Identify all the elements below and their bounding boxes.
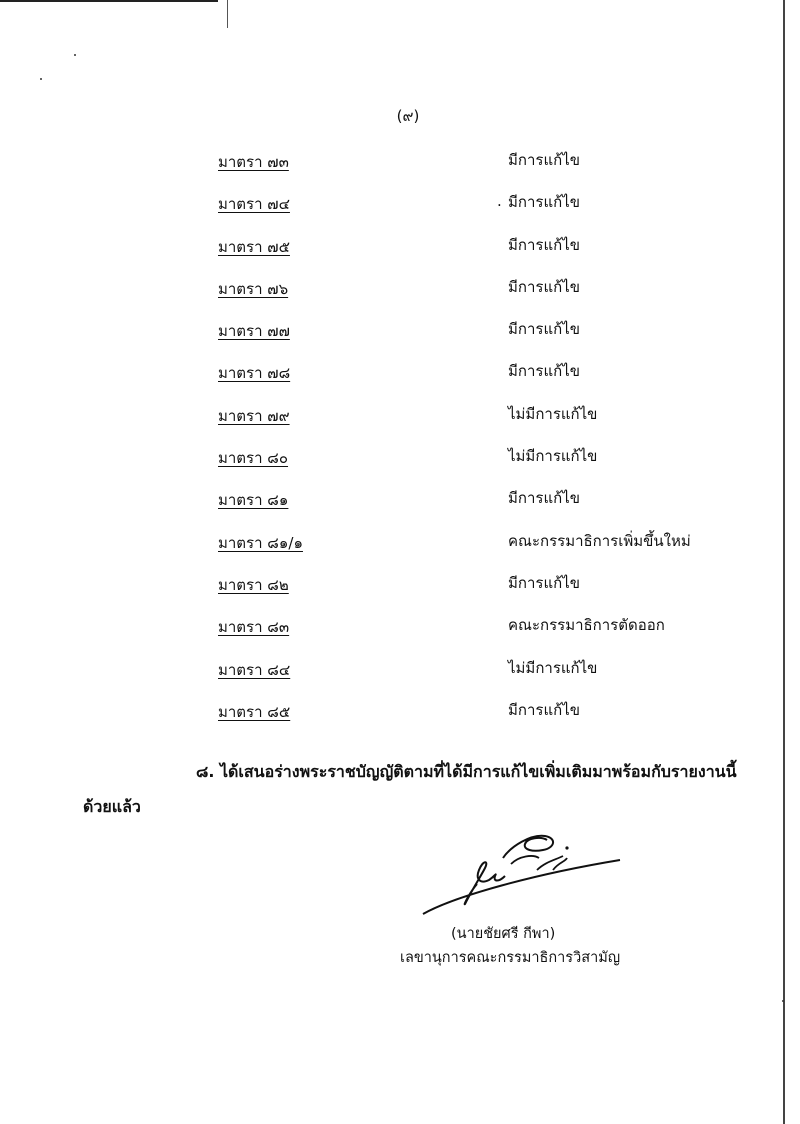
scan-edge-mark: [227, 0, 228, 28]
section-label: มาตรา ๘๑: [218, 491, 289, 510]
section-label: มาตรา ๘๐: [218, 449, 289, 468]
section-row: [0, 231, 800, 273]
section-row: [0, 188, 800, 230]
section-row: [0, 357, 800, 399]
section-status: มีการแก้ไข: [508, 320, 580, 339]
page-number: (๙): [396, 107, 420, 125]
section-status: มีการแก้ไข: [508, 193, 580, 212]
section-status: มีการแก้ไข: [508, 573, 580, 592]
section-row: [0, 484, 800, 526]
section-status: มีการแก้ไข: [508, 235, 580, 254]
section-row: [0, 400, 800, 442]
summary-statement-continued: ด้วยแล้ว: [83, 797, 141, 816]
scan-edge-mark: [0, 0, 218, 2]
section-status: มีการแก้ไข: [508, 151, 580, 169]
section-label: มาตรา ๘๑/๑: [218, 533, 303, 552]
section-row: [0, 527, 800, 569]
section-label: มาตรา ๗๙: [218, 406, 290, 425]
section-row: [0, 654, 800, 696]
section-status: ไม่มีการแก้ไข: [508, 404, 598, 423]
handwritten-signature: [415, 826, 625, 921]
section-status: มีการแก้ไข: [508, 489, 580, 508]
stray-mark: .: [497, 192, 502, 211]
section-row: [0, 442, 800, 484]
section-label: มาตรา ๘๔: [218, 660, 291, 679]
section-status: มีการแก้ไข: [508, 362, 580, 381]
section-row: [0, 569, 800, 611]
section-label: มาตรา ๗๔: [218, 195, 290, 214]
section-row: [0, 696, 800, 738]
section-row: [0, 273, 800, 315]
section-status: คณะกรรมาธิการตัดออก: [508, 616, 665, 635]
scan-speck: [782, 1000, 784, 1002]
section-status: มีการแก้ไข: [508, 277, 580, 296]
signer-name: (นายชัยศรี กีพา): [451, 926, 556, 942]
section-status: มีการแก้ไข: [508, 700, 580, 719]
section-list: [0, 146, 800, 738]
section-label: มาตรา ๘๕: [218, 702, 291, 721]
section-label: มาตรา ๗๗: [218, 322, 290, 341]
section-label: มาตรา ๘๓: [218, 618, 290, 637]
section-label: มาตรา ๘๒: [218, 575, 289, 594]
signer-title: เลขานุการคณะกรรมาธิการวิสามัญ: [400, 950, 621, 966]
section-status: ไม่มีการแก้ไข: [508, 658, 598, 677]
section-row: [0, 146, 800, 188]
section-label: มาตรา ๗๓: [218, 153, 289, 171]
summary-statement: ๘. ได้เสนอร่างพระราชบัญญัติตามที่ได้มีการแก้ไขเพิ่มเติมมาพร้อมกับรายงานนี้: [196, 762, 737, 781]
section-label: มาตรา ๗๕: [218, 237, 290, 256]
section-row: [0, 611, 800, 653]
scan-speck: [40, 78, 42, 80]
section-status: คณะกรรมาธิการเพิ่มขึ้นใหม่: [508, 531, 691, 550]
section-status: ไม่มีการแก้ไข: [508, 447, 598, 466]
section-label: มาตรา ๗๘: [218, 364, 291, 383]
section-label: มาตรา ๗๖: [218, 279, 289, 298]
section-row: [0, 315, 800, 357]
scan-speck: [74, 54, 76, 56]
